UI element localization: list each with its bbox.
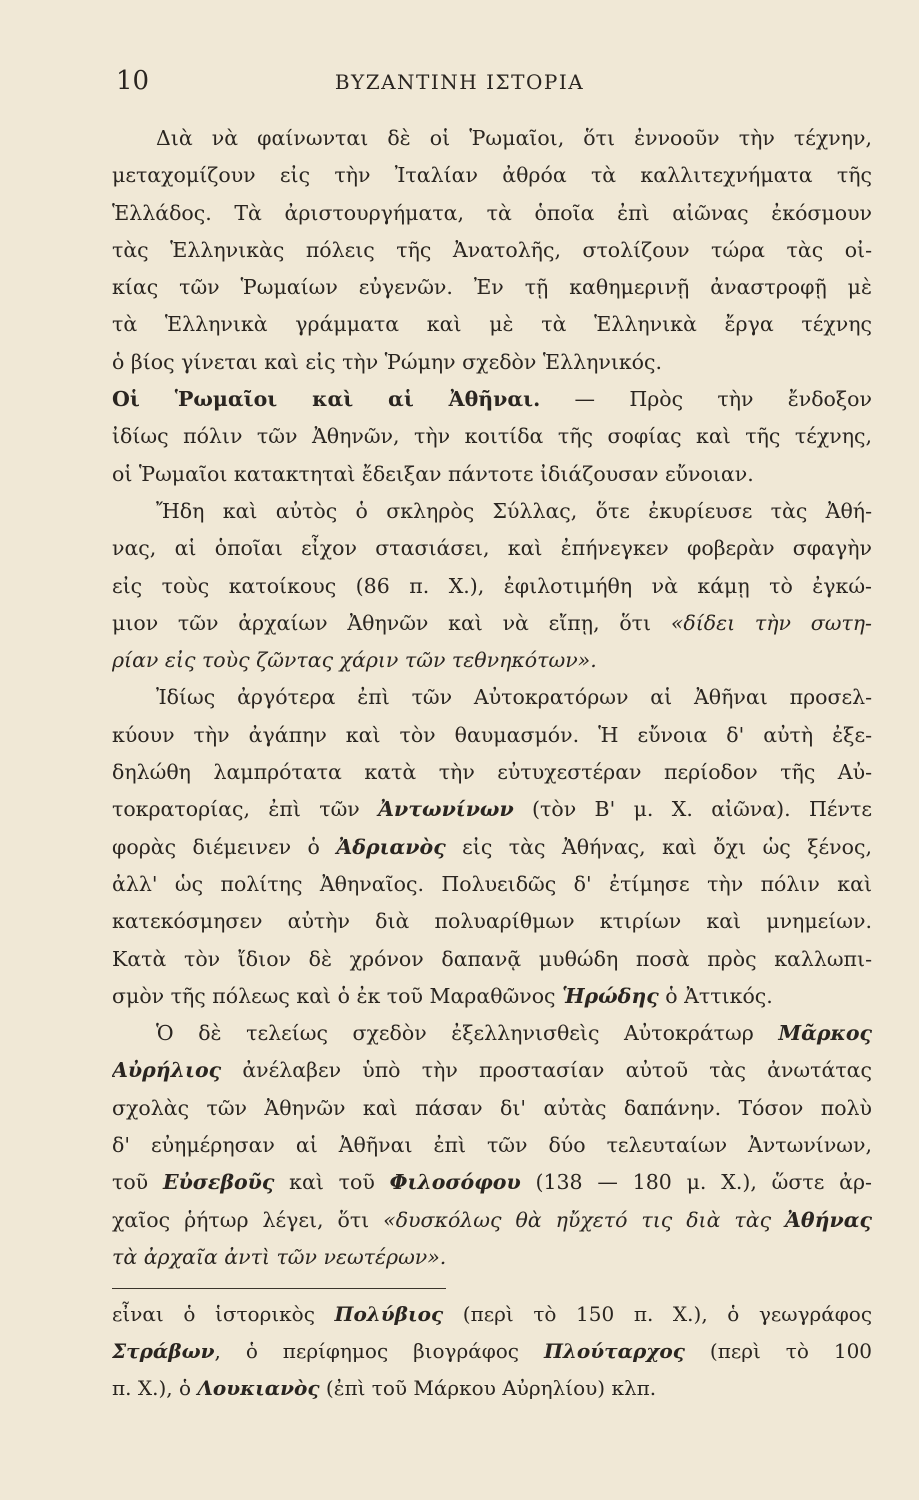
text-line: Ἤδη καὶ αὐτὸς ὁ σκληρὸς Σύλλας, ὅτε ἐκυρίευσε τὰς Ἀθή- bbox=[156, 498, 872, 523]
main-text bbox=[112, 120, 872, 1276]
text-run: χαῖος ῥήτωρ λέγει, ὅτι bbox=[112, 1207, 370, 1232]
text-run: τοκρατορίας, ἐπὶ τῶν bbox=[112, 797, 360, 822]
proper-name: Λουκιανὸς bbox=[197, 1376, 320, 1400]
proper-name: Ἀδριανὸς bbox=[336, 834, 446, 859]
section-heading: Οἱ Ῥωμαῖοι καὶ αἱ Ἀθῆναι. bbox=[112, 387, 541, 412]
proper-name: Ἀθήνας bbox=[785, 1207, 872, 1232]
footnote-line bbox=[112, 1370, 872, 1407]
text-run: (περὶ τὸ 100 bbox=[709, 1339, 872, 1363]
text-run: Πρὸς τὴν ἔνδοξον bbox=[629, 387, 872, 412]
quote-text: ρίαν εἰς τοὺς ζῶντας χάριν τῶν τεθνηκότων». bbox=[112, 648, 597, 673]
proper-name: Στράβων bbox=[112, 1339, 215, 1363]
text-line: Κατὰ τὸν ἴδιον δὲ χρόνον δαπανᾷ μυθώδη ποσὰ πρὸς καλλωπι- bbox=[112, 946, 872, 971]
page-header bbox=[0, 66, 919, 106]
page-number: 10 bbox=[116, 66, 150, 96]
text-run: (τὸν Β' μ. Χ. αἰῶνα). Πέντε bbox=[532, 797, 872, 822]
running-title: ΒΥΖΑΝΤΙΝΗ ΙΣΤΟΡΙΑ bbox=[334, 70, 585, 94]
text-line bbox=[112, 381, 872, 418]
text-run: σμὸν τῆς πόλεως καὶ ὁ ἐκ τοῦ Μαραθῶνος bbox=[112, 983, 556, 1008]
text-line: Διὰ νὰ φαίνωνται δὲ οἱ Ῥωμαῖοι, ὅτι ἐννοοῦν τὴν τέχνην, bbox=[156, 126, 872, 150]
text-line: ἀλλ' ὡς πολίτης Ἀθηναῖος. Πολυειδῶς δ' ἐτίμησε τὴν πόλιν καὶ bbox=[112, 871, 872, 896]
proper-name: Μᾶρκος bbox=[778, 1021, 872, 1046]
text-line: μεταχομίζουν εἰς τὴν Ἰταλίαν ἀθρόα τὰ καλλιτεχνήματα τῆς bbox=[112, 163, 872, 188]
text-line: ἰδίως πόλιν τῶν Ἀθηνῶν, τὴν κοιτίδα τῆς σοφίας καὶ τῆς τέχνης, bbox=[112, 424, 872, 449]
text-line: ὁ βίος γίνεται καὶ εἰς τὴν Ῥώμην σχεδὸν Ἑλληνικός. bbox=[112, 349, 663, 374]
quote-text: τὰ ἀρχαῖα ἀντὶ τῶν νεωτέρων». bbox=[112, 1244, 447, 1269]
text-run: φορὰς διέμεινεν ὁ bbox=[112, 834, 320, 859]
text-run: καὶ τοῦ bbox=[289, 1170, 375, 1195]
footnote-line bbox=[112, 1296, 872, 1333]
quote-text: «δίδει τὴν σωτη- bbox=[670, 610, 872, 635]
text-line bbox=[112, 978, 872, 1015]
text-run: Ὁ δὲ τελείως σχεδὸν ἐξελληνισθεὶς Αὐτοκράτωρ bbox=[156, 1021, 754, 1046]
text-line bbox=[112, 1052, 872, 1089]
text-line: Ἰδίως ἀργότερα ἐπὶ τῶν Αὐτοκρατόρων αἱ Ἀθῆναι προσελ- bbox=[156, 685, 872, 710]
text-run: (ἐπὶ τοῦ Μάρκου Αὐρηλίου) κλπ. bbox=[325, 1376, 657, 1400]
text-line: νας, αἱ ὁποῖαι εἶχον στασιάσει, καὶ ἐπήνεγκεν φοβερὰν σφαγὴν bbox=[112, 536, 872, 561]
footnote bbox=[112, 1296, 872, 1407]
quote-text: «δυσκόλως θὰ ηὔχετό τις διὰ τὰς bbox=[383, 1207, 772, 1232]
text-run: , ὁ περίφημος βιογράφος bbox=[214, 1339, 520, 1363]
text-line: κίας τῶν Ῥωμαίων εὐγενῶν. Ἐν τῇ καθημερινῇ ἀναστροφῇ μὲ bbox=[112, 275, 872, 300]
text-run: μιον τῶν ἀρχαίων Ἀθηνῶν καὶ νὰ εἴπῃ, ὅτι bbox=[112, 610, 652, 635]
heading-dash: — bbox=[540, 387, 630, 412]
proper-name: Αὐρήλιος bbox=[112, 1058, 222, 1083]
text-line bbox=[112, 1164, 872, 1201]
text-run: ὁ Ἀττικός. bbox=[665, 983, 773, 1008]
text-line bbox=[112, 829, 872, 866]
text-line: κύουν τὴν ἀγάπην καὶ τὸν θαυμασμόν. Ἡ εὔνοια δ' αὐτὴ ἐξε- bbox=[112, 722, 872, 747]
text-line bbox=[112, 1239, 872, 1276]
text-line: Ἑλλάδος. Τὰ ἀριστουργήματα, τὰ ὁποῖα ἐπὶ αἰῶνας ἐκόσμουν bbox=[112, 200, 872, 225]
text-line bbox=[112, 791, 872, 828]
text-line bbox=[112, 642, 872, 679]
text-line: κατεκόσμησεν αὐτὴν διὰ πολυαρίθμων κτιρίων καὶ μνημείων. bbox=[112, 909, 872, 934]
text-line bbox=[112, 605, 872, 642]
proper-name: Φιλοσόφου bbox=[389, 1170, 521, 1195]
text-run: π. Χ.), ὁ bbox=[112, 1376, 192, 1400]
proper-name: Εὐσεβοῦς bbox=[162, 1170, 275, 1195]
footnote-line bbox=[112, 1333, 872, 1370]
text-run: (περὶ τὸ 150 π. Χ.), ὁ γεωγράφος bbox=[462, 1302, 872, 1326]
text-run: εἰς τὰς Ἀθήνας, καὶ ὄχι ὡς ξένος, bbox=[462, 834, 872, 859]
text-run: τοῦ bbox=[112, 1170, 149, 1195]
proper-name: Ἡρώδης bbox=[562, 983, 659, 1008]
text-line: τὰς Ἑλληνικὰς πόλεις τῆς Ἀνατολῆς, στολίζουν τώρα τὰς οἰ- bbox=[112, 237, 872, 262]
text-line: εἰς τοὺς κατοίκους (86 π. Χ.), ἐφιλοτιμήθη νὰ κάμῃ τὸ ἐγκώ- bbox=[112, 573, 872, 598]
text-run: (138 — 180 μ. Χ.), ὥστε ἀρ- bbox=[535, 1170, 872, 1195]
text-line: τὰ Ἑλληνικὰ γράμματα καὶ μὲ τὰ Ἑλληνικὰ ἔργα τέχνης bbox=[112, 312, 872, 337]
text-run: ἀνέλαβεν ὑπὸ τὴν προστασίαν αὐτοῦ τὰς ἀνωτάτας bbox=[242, 1058, 872, 1083]
text-line: σχολὰς τῶν Ἀθηνῶν καὶ πάσαν δι' αὐτὰς δαπάνην. Τόσον πολὺ bbox=[112, 1095, 872, 1120]
text-run: εἶναι ὁ ἱστορικὸς bbox=[112, 1302, 315, 1326]
text-line: δ' εὐημέρησαν αἱ Ἀθῆναι ἐπὶ τῶν δύο τελευταίων Ἀντωνίνων, bbox=[112, 1133, 872, 1158]
footnote-rule bbox=[112, 1288, 446, 1289]
text-line bbox=[112, 1015, 872, 1052]
proper-name: Πλούταρχος bbox=[543, 1339, 685, 1363]
proper-name: Ἀντωνίνων bbox=[378, 797, 514, 822]
text-line bbox=[112, 1202, 872, 1239]
text-line: δηλώθη λαμπρότατα κατὰ τὴν εὐτυχεστέραν περίοδον τῆς Αὐ- bbox=[112, 760, 872, 785]
proper-name: Πολύβιος bbox=[334, 1302, 444, 1326]
text-line: οἱ Ῥωμαῖοι κατακτηταὶ ἔδειξαν πάντοτε ἰδιάζουσαν εὔνοιαν. bbox=[112, 461, 754, 486]
